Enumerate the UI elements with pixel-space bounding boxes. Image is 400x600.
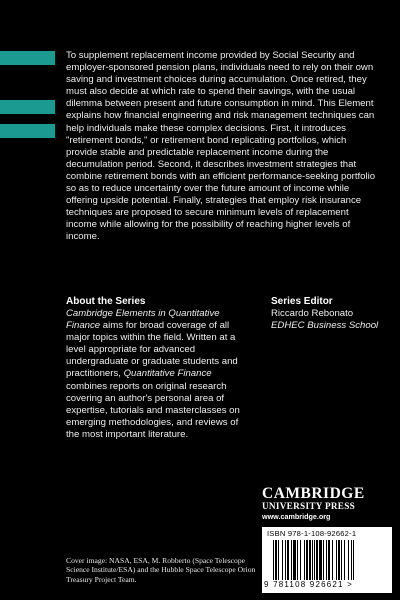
publisher-url: www.cambridge.org <box>262 512 331 521</box>
barcode-bar <box>297 540 298 580</box>
series-editor <box>271 296 391 332</box>
about-heading: About the Series <box>66 296 146 307</box>
barcode-bar <box>314 540 315 580</box>
barcode-bar <box>338 540 340 580</box>
barcode-bar <box>293 540 296 580</box>
barcode-digits: 9 781108 926621 > <box>264 580 353 589</box>
barcode-bar <box>306 540 308 580</box>
barcode-bar <box>319 540 322 580</box>
barcode-bar <box>285 540 286 580</box>
barcode-bar <box>273 540 274 580</box>
barcode-bar <box>353 540 354 580</box>
barcode-bar <box>328 540 330 580</box>
barcode-bar <box>332 540 333 580</box>
about-text-part-1: aims for broad coverage of all major topics within the field. Written at a level appropriate for advanced undergraduate or graduate students and practitioners, <box>66 320 238 380</box>
publisher-name: CAMBRIDGE <box>262 485 365 502</box>
barcode-bar <box>300 540 301 580</box>
cover-image-credit: Cover image: NASA, ESA, M. Robberto (Space Telescope Science Institute/ESA) and the Hubble Space Telescope Orion Treasury Project Team. <box>66 556 256 584</box>
barcode-bar <box>336 540 337 580</box>
journal-title: Quantitative Finance <box>123 368 212 380</box>
barcode-bar <box>304 540 305 580</box>
series-title: Cambridge Elements in Quantitative Finance <box>66 308 220 332</box>
publisher-logo <box>262 486 392 521</box>
barcode-bar <box>344 540 345 580</box>
editor-name: Riccardo Rebonato <box>271 308 354 319</box>
about-text-part-2: combines reports on original research covering an author's personal area of expertise, tutorials and masterclasses on emerging methodologies, and reviews of the most important literature. <box>66 380 240 440</box>
barcode-bar <box>291 540 292 580</box>
barcode-bar <box>326 540 327 580</box>
barcode-bar <box>282 540 283 580</box>
isbn-barcode <box>262 527 392 593</box>
publisher-subtitle: UNIVERSITY PRESS <box>262 501 356 511</box>
accent-bar-middle <box>0 100 55 114</box>
barcode-bar <box>348 540 349 580</box>
barcode-bar <box>341 540 342 580</box>
book-blurb: To supplement replacement income provided by Social Security and employer-sponsored pension plans, individuals need to rely on their own saving and investment choices during accumulation. Once retired, they must also decide at which rate to spend their savings, with the usual dilemma between present and future consumption in mind. This Element explains how financial engineering and risk management techniques can help individuals make these complex decisions. First, it introduces "retirement bonds," or retirement bond replicating portfolios, which provide stable and predictable replacement income during the decumulation period. Second, it describes investment strategies that combine retirement bonds with an efficient performance-seeking portfolio so as to reduce uncertainty over the future amount of income while offering upside potential. Finally, strategies that employ risk insurance techniques are proposed to secure minimum levels of replacement income while allowing for the possibility of reaching higher levels of income. <box>66 50 376 243</box>
accent-bar-lower <box>0 124 55 138</box>
barcode-bars <box>267 540 387 580</box>
barcode-bar <box>309 540 311 580</box>
barcode-bar <box>323 540 324 580</box>
isbn-label: ISBN 978-1-108-92662-1 <box>267 529 357 538</box>
barcode-bar <box>275 540 277 580</box>
accent-bar-top <box>0 51 55 65</box>
editor-affiliation: EDHEC Business School <box>271 320 379 332</box>
barcode-bar <box>351 540 352 580</box>
barcode-bar <box>278 540 279 580</box>
editor-heading: Series Editor <box>271 296 333 307</box>
barcode-bar <box>316 540 318 580</box>
about-text <box>66 308 251 441</box>
barcode-bar <box>312 540 313 580</box>
barcode-bar <box>287 540 289 580</box>
about-the-series <box>66 296 251 441</box>
